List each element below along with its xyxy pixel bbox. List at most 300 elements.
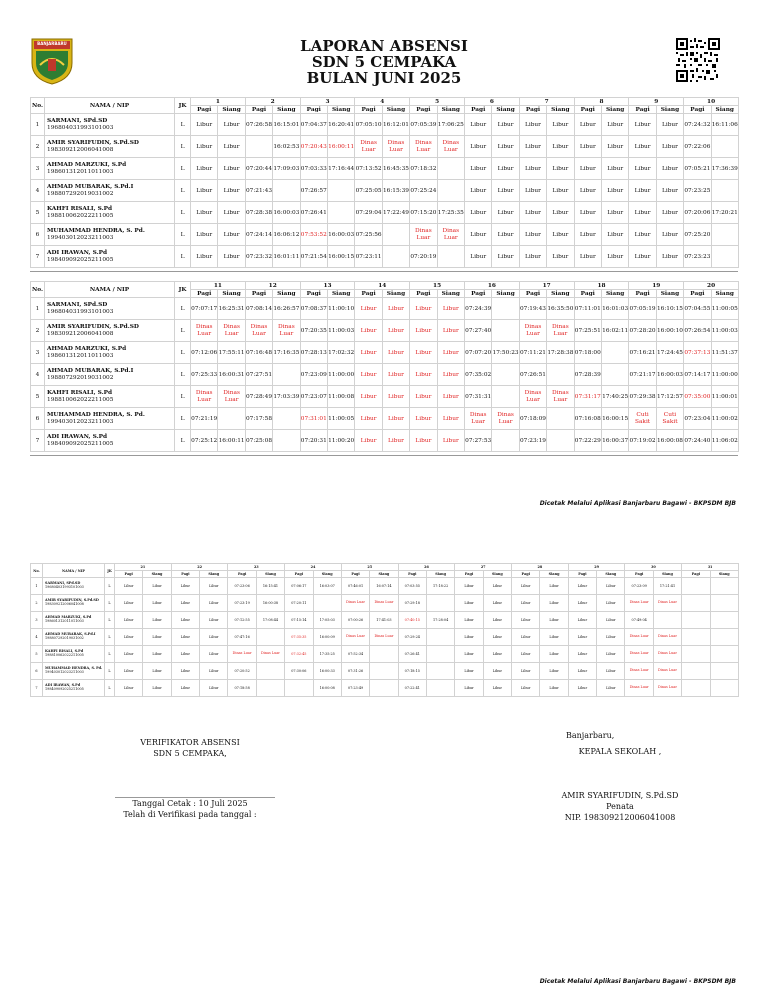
employee-gender: L	[175, 386, 191, 408]
attendance-cell: Libur	[171, 595, 199, 612]
attendance-cell: 07:05:19	[629, 298, 656, 320]
attendance-cell: 07:18:15	[398, 663, 426, 680]
header-pagi: Pagi	[464, 290, 491, 298]
attendance-cell	[370, 646, 398, 663]
attendance-cell	[437, 180, 464, 202]
attendance-cell: 07:28:39	[574, 364, 601, 386]
attendance-cell: Libur	[464, 202, 491, 224]
headmaster-title: KEPALA SEKOLAH ,	[578, 747, 662, 756]
attendance-cell: Libur	[629, 224, 656, 246]
attendance-cell: 07:16:21	[629, 342, 656, 364]
attendance-cell: 16:00:03	[273, 202, 300, 224]
attendance-cell: 07:18:58	[228, 680, 256, 697]
employee-gender: L	[105, 680, 115, 697]
attendance-cell: 07:28:49	[245, 386, 272, 408]
attendance-cell: 11:00:08	[327, 386, 354, 408]
employee-cell	[45, 298, 175, 320]
attendance-cell	[710, 612, 738, 629]
attendance-cell	[547, 430, 574, 452]
attendance-cell: Libur	[382, 364, 409, 386]
employee-name: AHMAD MUBARAK, S.Pd.I	[47, 183, 134, 190]
attendance-cell: Libur	[547, 246, 574, 268]
attendance-cell: Libur	[492, 136, 519, 158]
employee-cell	[43, 680, 105, 697]
attendance-cell: 16:00:38	[256, 595, 284, 612]
header-siang: Siang	[370, 571, 398, 578]
attendance-cell: 07:28:20	[629, 320, 656, 342]
attendance-cell: 07:12:06	[191, 342, 218, 364]
attendance-cell: 17:36:39	[711, 158, 738, 180]
attendance-cell: Libur	[492, 224, 519, 246]
attendance-cell: 17:35:25	[313, 646, 341, 663]
attendance-cell: 07:18:32	[410, 158, 437, 180]
header-no: No.	[31, 282, 45, 298]
employee-nip: 198810062022211005	[47, 396, 114, 403]
attendance-cell: Libur	[115, 646, 143, 663]
header-day: 21	[115, 564, 172, 571]
header-pagi: Pagi	[300, 106, 327, 114]
attendance-cell: Libur	[601, 224, 628, 246]
header-siang: Siang	[540, 571, 568, 578]
header-day: 12	[245, 282, 300, 290]
headmaster-block	[520, 790, 720, 823]
header-siang: Siang	[218, 106, 245, 114]
attendance-cell: 17:22:49	[382, 202, 409, 224]
attendance-table-days-11-20	[30, 281, 739, 452]
attendance-cell: 07:32:45	[285, 646, 313, 663]
attendance-cell: 16:00:37	[601, 430, 628, 452]
attendance-cell: Libur	[191, 136, 218, 158]
attendance-cell: Libur	[382, 320, 409, 342]
header-siang: Siang	[492, 290, 519, 298]
attendance-cell: 16:15:39	[382, 180, 409, 202]
attendance-cell: Libur	[382, 408, 409, 430]
attendance-cell: 16:01:11	[273, 246, 300, 268]
attendance-cell: 07:25:05	[355, 180, 382, 202]
attendance-cell: Dinas Luar	[437, 136, 464, 158]
header-pagi: Pagi	[629, 290, 656, 298]
employee-name: MUHAMMAD HENDRA, S. Pd.	[47, 411, 145, 418]
attendance-cell: 07:21:19	[191, 408, 218, 430]
attendance-cell: 17:16:44	[327, 158, 354, 180]
title-line-2: SDN 5 CEMPAKA	[311, 53, 457, 71]
attendance-cell: 07:25:56	[355, 224, 382, 246]
attendance-cell: 16:26:57	[273, 298, 300, 320]
attendance-cell: 07:31:17	[574, 386, 601, 408]
print-footer-1: Dicetak Melalui Aplikasi Banjarbaru Bagawi - BKPSDM BJB	[539, 500, 736, 507]
attendance-cell: Libur	[143, 612, 171, 629]
employee-gender: L	[175, 364, 191, 386]
attendance-cell: 07:31:26	[341, 663, 369, 680]
attendance-cell: Libur	[355, 298, 382, 320]
header-pagi: Pagi	[519, 106, 546, 114]
attendance-cell: Libur	[464, 136, 491, 158]
table-row	[31, 386, 739, 408]
attendance-cell: 11:00:10	[327, 298, 354, 320]
attendance-cell: Libur	[519, 224, 546, 246]
employee-nip: 199403012023211003	[47, 234, 114, 241]
attendance-cell	[426, 646, 454, 663]
attendance-cell	[711, 180, 738, 202]
attendance-cell: 16:00:08	[656, 430, 683, 452]
attendance-cell: Libur	[410, 320, 437, 342]
attendance-cell: Libur	[540, 663, 568, 680]
header-siang: Siang	[483, 571, 511, 578]
attendance-cell: 07:23:19	[519, 430, 546, 452]
attendance-cell: 16:00:31	[218, 364, 245, 386]
row-number: 7	[31, 430, 45, 452]
attendance-cell: Libur	[547, 180, 574, 202]
attendance-cell	[682, 595, 710, 612]
attendance-cell	[547, 364, 574, 386]
employee-cell	[45, 158, 175, 180]
verifier-school: SDN 5 CEMPAKA,	[153, 749, 227, 758]
header-no: No.	[31, 98, 45, 114]
attendance-cell: 17:12:57	[656, 386, 683, 408]
attendance-cell: 07:20:35	[300, 320, 327, 342]
employee-nip: 198601312011011003	[45, 619, 84, 623]
attendance-cell: Libur	[492, 202, 519, 224]
attendance-cell: Libur	[656, 114, 683, 136]
attendance-cell	[245, 136, 272, 158]
attendance-cell	[682, 680, 710, 697]
employee-cell	[45, 386, 175, 408]
attendance-cell: 07:18:09	[519, 408, 546, 430]
header-name: NAMA / NIP	[43, 564, 105, 578]
header-siang: Siang	[656, 290, 683, 298]
attendance-cell: 07:22:06	[684, 136, 711, 158]
attendance-cell: Libur	[464, 224, 491, 246]
header-day: 10	[684, 98, 739, 106]
attendance-cell	[711, 246, 738, 268]
table-row	[31, 612, 739, 629]
attendance-cell: Libur	[597, 646, 625, 663]
attendance-cell: Libur	[574, 136, 601, 158]
table-row	[31, 298, 739, 320]
employee-gender: L	[175, 408, 191, 430]
table-row	[31, 364, 739, 386]
header-jk: JK	[175, 282, 191, 298]
header-day: 20	[684, 282, 739, 290]
header-pagi: Pagi	[191, 106, 218, 114]
header-day: 13	[300, 282, 355, 290]
attendance-cell: Libur	[143, 578, 171, 595]
employee-cell	[45, 246, 175, 268]
attendance-cell	[682, 646, 710, 663]
attendance-cell	[426, 680, 454, 697]
header-pagi: Pagi	[191, 290, 218, 298]
attendance-cell: 07:25:33	[191, 364, 218, 386]
attendance-cell	[313, 595, 341, 612]
attendance-cell: Dinas Luar	[218, 386, 245, 408]
attendance-cell: Libur	[115, 663, 143, 680]
attendance-cell: Libur	[143, 629, 171, 646]
attendance-cell: Libur	[115, 578, 143, 595]
employee-cell	[43, 629, 105, 646]
attendance-cell: Dinas Luar	[370, 595, 398, 612]
attendance-cell	[547, 408, 574, 430]
attendance-cell: 16:10:15	[656, 298, 683, 320]
header-day: 19	[629, 282, 684, 290]
header-day: 22	[171, 564, 228, 571]
header-pagi: Pagi	[300, 290, 327, 298]
attendance-cell: 07:26:54	[684, 320, 711, 342]
attendance-table-days-21-31	[30, 563, 739, 697]
attendance-cell: Libur	[568, 663, 596, 680]
row-number: 3	[31, 342, 45, 364]
employee-cell	[45, 364, 175, 386]
attendance-cell	[370, 680, 398, 697]
attendance-cell: 07:23:32	[245, 246, 272, 268]
attendance-cell	[682, 612, 710, 629]
attendance-cell: Libur	[574, 180, 601, 202]
employee-name: AHMAD MARZUKI, S.Pd	[47, 345, 127, 352]
header-pagi: Pagi	[574, 290, 601, 298]
attendance-cell: Libur	[629, 246, 656, 268]
attendance-cell: Libur	[410, 342, 437, 364]
attendance-cell: Dinas Luar	[370, 629, 398, 646]
attendance-cell: Libur	[410, 364, 437, 386]
attendance-cell: 07:20:52	[228, 663, 256, 680]
attendance-cell	[327, 202, 354, 224]
attendance-cell: 07:24:32	[684, 114, 711, 136]
employee-name: ADI IRAWAN, S.Pd	[45, 683, 81, 688]
attendance-cell: Libur	[512, 680, 540, 697]
header-name: NAMA / NIP	[45, 282, 175, 298]
attendance-cell: Libur	[200, 646, 228, 663]
attendance-cell: 07:14:17	[684, 364, 711, 386]
attendance-cell: Libur	[656, 136, 683, 158]
employee-gender: L	[175, 224, 191, 246]
attendance-cell: 07:22:29	[574, 430, 601, 452]
attendance-cell: Libur	[492, 158, 519, 180]
attendance-cell: 11:00:03	[327, 320, 354, 342]
attendance-cell: Cuti Sakit	[629, 408, 656, 430]
attendance-cell: Libur	[483, 595, 511, 612]
table-row	[31, 180, 739, 202]
employee-cell	[45, 136, 175, 158]
attendance-cell: Libur	[382, 342, 409, 364]
attendance-cell: 07:26:51	[519, 364, 546, 386]
attendance-cell: Cuti Sakit	[656, 408, 683, 430]
attendance-cell: Libur	[410, 408, 437, 430]
attendance-cell: Libur	[540, 578, 568, 595]
employee-nip: 198810062022211005	[47, 212, 114, 219]
attendance-cell: Libur	[568, 646, 596, 663]
header-day: 11	[191, 282, 246, 290]
employee-name: SARMANI, SPd.SD	[47, 117, 108, 124]
attendance-cell: Dinas Luar	[437, 224, 464, 246]
attendance-cell: Dinas Luar	[653, 663, 681, 680]
header-day: 8	[574, 98, 629, 106]
attendance-cell: 16:00:10	[656, 320, 683, 342]
attendance-cell: 07:17:58	[245, 408, 272, 430]
header-siang: Siang	[597, 571, 625, 578]
attendance-cell: Dinas Luar	[382, 136, 409, 158]
attendance-cell	[710, 663, 738, 680]
attendance-cell	[426, 663, 454, 680]
attendance-cell: Libur	[143, 680, 171, 697]
attendance-cell: Libur	[601, 202, 628, 224]
table-row	[31, 246, 739, 268]
attendance-cell: Dinas Luar	[228, 646, 256, 663]
attendance-cell: 07:15:20	[410, 202, 437, 224]
attendance-cell: Libur	[171, 629, 199, 646]
attendance-cell: Libur	[455, 578, 483, 595]
table-row	[31, 430, 739, 452]
attendance-cell: 07:11:01	[574, 298, 601, 320]
attendance-cell: 07:20:44	[245, 158, 272, 180]
attendance-cell: Libur	[512, 663, 540, 680]
attendance-cell: Libur	[540, 646, 568, 663]
table-row	[31, 320, 739, 342]
header-siang: Siang	[256, 571, 284, 578]
header-siang: Siang	[273, 290, 300, 298]
attendance-cell: 16:01:03	[601, 298, 628, 320]
attendance-cell	[382, 246, 409, 268]
attendance-cell: Libur	[597, 578, 625, 595]
attendance-cell: Libur	[437, 386, 464, 408]
attendance-cell: 07:26:41	[398, 646, 426, 663]
header-pagi: Pagi	[115, 571, 143, 578]
header-siang: Siang	[313, 571, 341, 578]
row-number: 2	[31, 136, 45, 158]
attendance-cell: 17:28:38	[547, 342, 574, 364]
attendance-cell: 07:00:26	[341, 612, 369, 629]
attendance-cell: 11:00:20	[327, 430, 354, 452]
attendance-cell	[256, 680, 284, 697]
table-row	[31, 114, 739, 136]
employee-name: AMIR SYARIFUDIN, S.Pd.SD	[47, 139, 139, 146]
table-row	[31, 342, 739, 364]
attendance-cell: Libur	[547, 114, 574, 136]
attendance-cell: 07:07:17	[191, 298, 218, 320]
employee-cell	[43, 646, 105, 663]
attendance-cell: Libur	[574, 114, 601, 136]
attendance-cell	[710, 578, 738, 595]
attendance-cell: 07:20:11	[285, 595, 313, 612]
attendance-cell: 17:41:03	[370, 612, 398, 629]
employee-name: KAHFI RISALI, S.Pd	[45, 649, 84, 654]
attendance-cell: 07:07:20	[464, 342, 491, 364]
employee-name: MUHAMMAD HENDRA, S. Pd.	[47, 227, 145, 234]
attendance-cell: Dinas Luar	[410, 136, 437, 158]
header-siang: Siang	[547, 290, 574, 298]
attendance-cell: Libur	[437, 364, 464, 386]
attendance-cell: 07:26:41	[300, 202, 327, 224]
attendance-cell: 07:27:53	[464, 430, 491, 452]
header-day: 6	[464, 98, 519, 106]
attendance-cell: Libur	[200, 663, 228, 680]
attendance-cell: Libur	[512, 595, 540, 612]
attendance-cell	[437, 246, 464, 268]
attendance-cell: 07:31:01	[300, 408, 327, 430]
attendance-cell: 07:19:43	[519, 298, 546, 320]
attendance-cell: Libur	[455, 612, 483, 629]
attendance-cell	[437, 158, 464, 180]
attendance-cell: Libur	[218, 158, 245, 180]
employee-name: AHMAD MUBARAK, S.Pd.I	[47, 367, 134, 374]
header-day: 5	[410, 98, 465, 106]
employee-nip: 198309212006041008	[47, 330, 114, 337]
attendance-cell	[682, 629, 710, 646]
attendance-cell: Libur	[410, 386, 437, 408]
header-pagi: Pagi	[355, 106, 382, 114]
attendance-cell: 16:06:12	[273, 224, 300, 246]
attendance-cell: 07:24:14	[245, 224, 272, 246]
attendance-cell: 11:00:01	[711, 386, 738, 408]
header-day: 29	[568, 564, 625, 571]
header-day: 7	[519, 98, 574, 106]
attendance-cell: Libur	[171, 680, 199, 697]
attendance-cell: Libur	[601, 158, 628, 180]
header-pagi: Pagi	[398, 571, 426, 578]
attendance-cell: Libur	[656, 224, 683, 246]
row-number: 4	[31, 629, 43, 646]
attendance-cell: Libur	[492, 114, 519, 136]
header-day: 28	[512, 564, 569, 571]
table-row	[31, 595, 739, 612]
employee-name: ADI IRAWAN, S.Pd	[47, 249, 108, 256]
attendance-cell: Libur	[574, 202, 601, 224]
employee-cell	[45, 430, 175, 452]
employee-nip: 196804031993101003	[47, 124, 114, 131]
employee-gender: L	[105, 629, 115, 646]
attendance-cell: Dinas Luar	[464, 408, 491, 430]
header-pagi: Pagi	[355, 290, 382, 298]
attendance-cell: Libur	[355, 386, 382, 408]
employee-nip: 198409092025211005	[47, 256, 114, 263]
attendance-cell	[492, 386, 519, 408]
employee-name: AMIR SYARIFUDIN, S.Pd.SD	[47, 323, 139, 330]
attendance-cell: 17:24:45	[656, 342, 683, 364]
attendance-cell: Libur	[382, 430, 409, 452]
header-siang: Siang	[437, 290, 464, 298]
table-row	[31, 408, 739, 430]
attendance-cell: Libur	[519, 246, 546, 268]
logo-text: BANJARBARU	[37, 41, 67, 46]
header-pagi: Pagi	[455, 571, 483, 578]
table-row	[31, 224, 739, 246]
attendance-cell: Libur	[597, 629, 625, 646]
row-number: 6	[31, 408, 45, 430]
attendance-cell: 16:00:11	[218, 430, 245, 452]
city-date: Banjarbaru,	[566, 731, 615, 740]
attendance-cell: 07:25:51	[574, 320, 601, 342]
report-title	[0, 38, 768, 86]
attendance-cell	[218, 408, 245, 430]
attendance-cell: Libur	[597, 663, 625, 680]
attendance-cell: 17:06:25	[437, 114, 464, 136]
attendance-cell: 07:22:41	[398, 680, 426, 697]
attendance-cell: 07:08:37	[300, 298, 327, 320]
attendance-cell: Libur	[483, 578, 511, 595]
attendance-cell	[601, 342, 628, 364]
attendance-cell: Libur	[171, 612, 199, 629]
attendance-cell: 17:55:11	[218, 342, 245, 364]
employee-name: KAHFI RISALI, S.Pd	[47, 389, 113, 396]
attendance-cell: Libur	[218, 114, 245, 136]
attendance-cell: 07:27:40	[464, 320, 491, 342]
attendance-cell: 16:02:11	[601, 320, 628, 342]
employee-name: SARMANI, SPd.SD	[47, 301, 108, 308]
attendance-cell: Libur	[568, 612, 596, 629]
attendance-cell: Libur	[629, 202, 656, 224]
attendance-cell	[711, 224, 738, 246]
header-siang: Siang	[327, 106, 354, 114]
attendance-cell: 07:35:02	[464, 364, 491, 386]
header-day: 2	[245, 98, 300, 106]
